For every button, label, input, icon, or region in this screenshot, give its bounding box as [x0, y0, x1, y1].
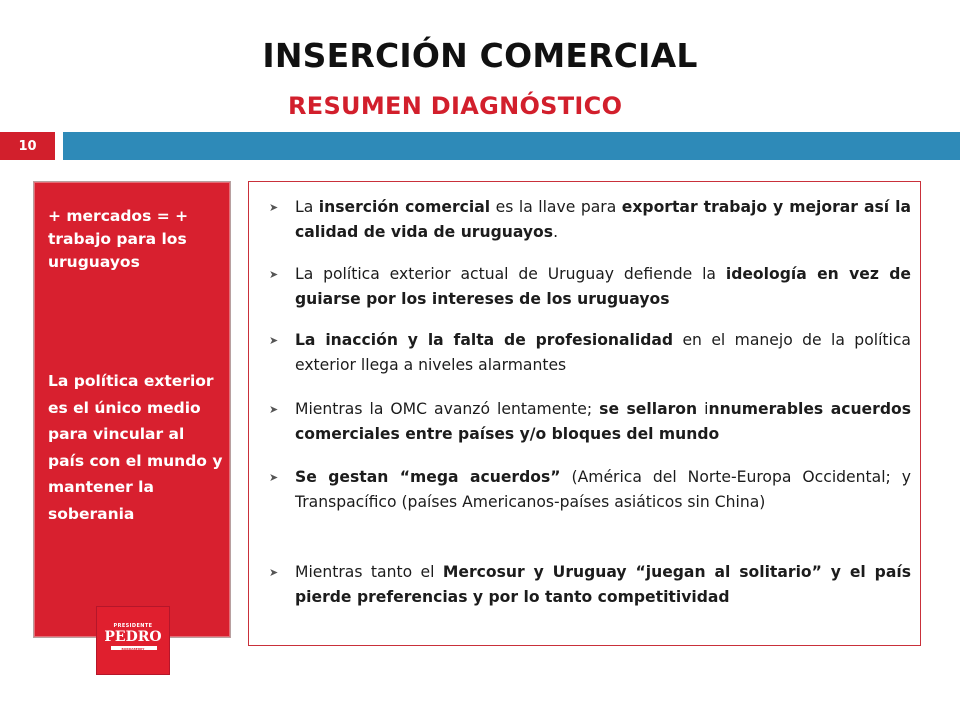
- bullet-text: [295, 262, 911, 312]
- bullet-bold-segment: ideología en vez de guiarse por los intereses de los uruguayos: [295, 265, 912, 308]
- bullet-bold-segment: inserción comercial: [318, 198, 491, 216]
- bullet-item: [269, 397, 911, 447]
- bullet-text: [295, 397, 911, 447]
- bullet-text-segment: Mientras tanto el: [295, 563, 443, 581]
- page-number: 10: [18, 138, 37, 154]
- arrow-bullet-icon: ➤: [269, 334, 279, 347]
- logo-line-1: PRESIDENTE: [113, 623, 153, 629]
- bullet-item: [269, 560, 911, 610]
- diagnosis-panel: [248, 181, 921, 646]
- arrow-bullet-icon: ➤: [269, 201, 279, 214]
- slide-subtitle: RESUMEN DIAGNÓSTICO: [288, 92, 623, 120]
- arrow-bullet-icon: ➤: [269, 471, 279, 484]
- bullet-bold-segment: se sellaron: [599, 400, 698, 418]
- bullet-text: [295, 328, 911, 378]
- bullet-text: [295, 465, 911, 515]
- bullet-item: [269, 195, 911, 245]
- bullet-text-segment: es la llave para: [490, 198, 622, 216]
- bullet-text-segment: La política exterior actual de Uruguay defiende la: [295, 265, 726, 283]
- arrow-bullet-icon: ➤: [269, 566, 279, 579]
- pedro-bordaberry-logo: [96, 606, 170, 675]
- bullet-bold-segment: nnumerables acuerdos comerciales entre países y/o bloques del mundo: [295, 400, 911, 443]
- bullet-bold-segment: exportar trabajo y mejorar así la calidad de vida de uruguayos: [295, 198, 911, 241]
- page-number-badge: [0, 132, 55, 160]
- bullet-bold-segment: Mercosur y Uruguay “juegan al solitario” y el país pierde preferencias y por lo tanto competitividad: [295, 563, 911, 606]
- left-panel-headline: + mercados = + trabajo para los uruguayos: [48, 207, 189, 271]
- logo-line-2: PEDRO: [104, 629, 162, 645]
- bullet-item: [269, 465, 911, 515]
- bullet-text-segment: i: [697, 400, 709, 418]
- arrow-bullet-icon: ➤: [269, 268, 279, 281]
- logo-line-3: BORDABERRY: [121, 647, 145, 651]
- left-panel: [33, 181, 231, 651]
- bullet-text: [295, 560, 911, 610]
- arrow-bullet-icon: ➤: [269, 403, 279, 416]
- bullet-text-segment: La: [295, 198, 319, 216]
- bullet-text-segment: en el manejo de la política exterior llega a niveles alarmantes: [295, 331, 911, 374]
- bullet-text-segment: (América del Norte-Europa Occidental; y Transpacífico (países Americanos-países asiáticos sin China): [295, 468, 911, 511]
- bullet-bold-segment: La inacción y la falta de profesionalidad: [295, 331, 674, 349]
- bullet-text-segment: Mientras la OMC avanzó lentamente;: [295, 400, 600, 418]
- slide-title: INSERCIÓN COMERCIAL: [262, 36, 698, 75]
- bullet-item: [269, 262, 911, 312]
- bullet-text-segment: .: [553, 223, 559, 241]
- header-bar: [63, 132, 960, 160]
- left-panel-statement: La política exterior es el único medio para vincular al país con el mundo y mantener la soberania: [48, 372, 223, 523]
- bullet-item: [269, 328, 911, 378]
- bullet-text: [295, 195, 911, 245]
- bullet-bold-segment: Se gestan “mega acuerdos”: [295, 468, 561, 486]
